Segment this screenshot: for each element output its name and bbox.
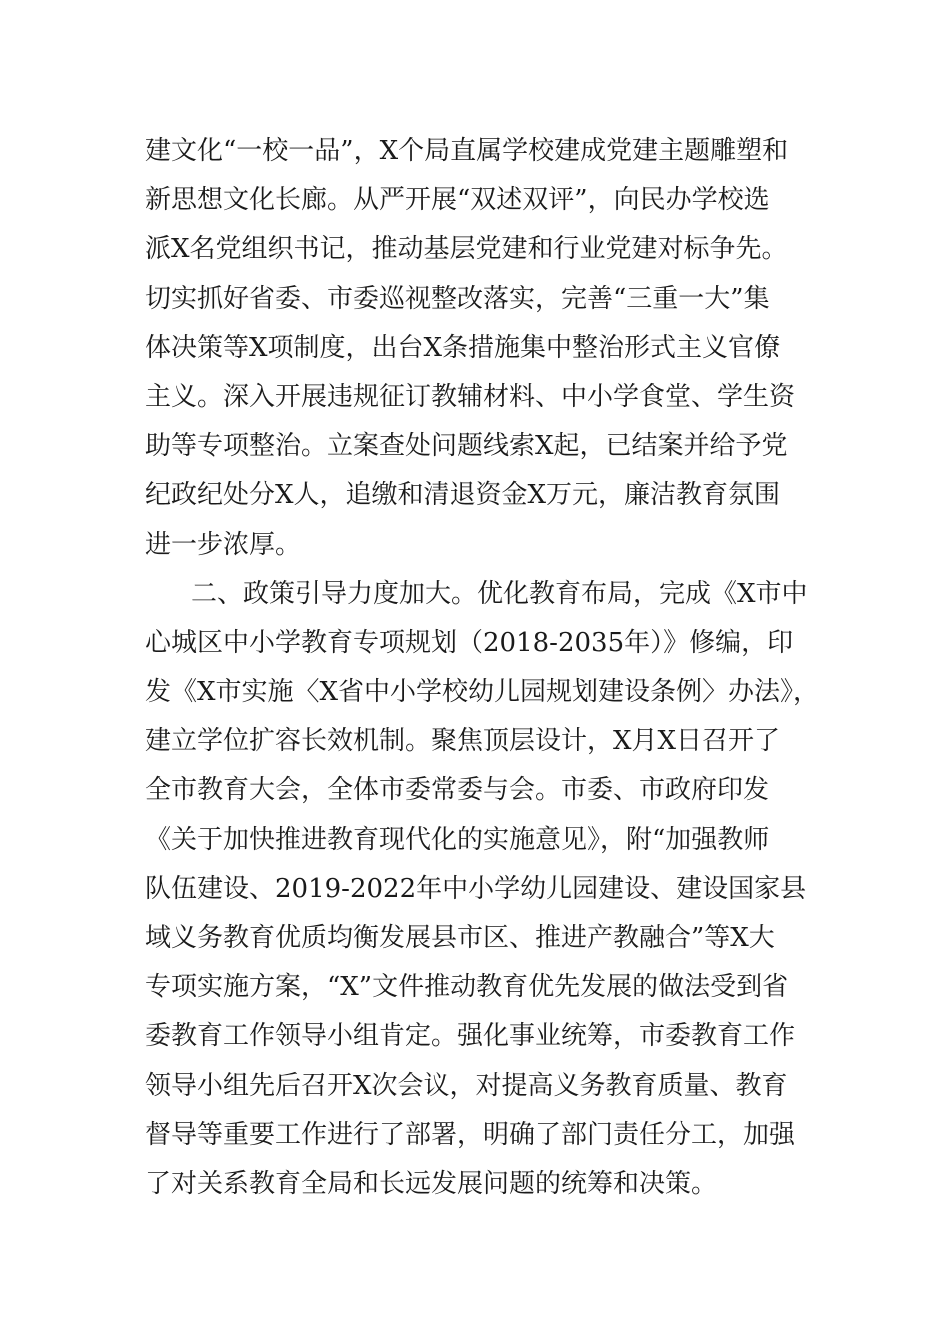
paragraph-line: 纪政纪处分X人，追缴和清退资金X万元，廉洁教育氛围 — [145, 480, 781, 511]
paragraph-line: 全市教育大会，全体市委常委与会。市委、市政府印发 — [145, 775, 770, 806]
paragraph-line: 进一步浓厚。 — [145, 529, 302, 560]
paragraph-line: 《关于加快推进教育现代化的实施意见》，附“加强教师 — [145, 824, 770, 855]
paragraph-line: 助等专项整治。立案查处问题线索X起，已结案并给予党 — [145, 431, 788, 462]
paragraph-line: 了对关系教育全局和长远发展问题的统筹和决策。 — [145, 1168, 718, 1199]
document-body — [145, 127, 825, 1209]
paragraph-line: 委教育工作领导小组肯定。强化事业统筹，市委教育工作 — [145, 1021, 796, 1052]
paragraph-first-line: 二、政策引导力度加大。优化教育布局，完成《X市中 — [191, 578, 808, 609]
paragraph-2 — [145, 570, 825, 1209]
paragraph-line: 体决策等X项制度，出台X条措施集中整治形式主义官僚 — [145, 332, 781, 363]
paragraph-line: 域义务教育优质均衡发展县市区、推进产教融合”等X大 — [145, 923, 775, 953]
paragraph-line: 队伍建设、2019-2022年中小学幼儿园建设、建设国家县 — [145, 873, 807, 904]
paragraph-line: 主义。深入开展违规征订教辅材料、中小学食堂、学生资 — [145, 381, 796, 412]
paragraph-line: 建立学位扩容长效机制。聚焦顶层设计，X月X日召开了 — [145, 726, 781, 757]
paragraph-line: 督导等重要工作进行了部署，明确了部门责任分工，加强 — [145, 1119, 796, 1150]
paragraph-line: 派X名党组织书记，推动基层党建和行业党建对标争先。 — [145, 234, 788, 265]
paragraph-line: 专项实施方案，“X”文件推动教育优先发展的做法受到省 — [145, 972, 789, 1003]
paragraph-line: 新思想文化长廊。从严开展“双述双评”，向民办学校选 — [145, 185, 770, 216]
paragraph-line: 发《X市实施〈X省中小学校幼儿园规划建设条例〉办法》， — [145, 677, 820, 708]
paragraph-line: 切实抓好省委、市委巡视整改落实，完善“三重一大”集 — [145, 283, 770, 314]
paragraph-1 — [145, 127, 825, 570]
paragraph-line: 领导小组先后召开X次会议，对提高义务教育质量、教育 — [145, 1070, 788, 1101]
paragraph-line: 建文化“一校一品”，X个局直属学校建成党建主题雕塑和 — [145, 136, 789, 166]
paragraph-line: 心城区中小学教育专项规划（2018-2035年）》修编，印 — [145, 627, 794, 658]
